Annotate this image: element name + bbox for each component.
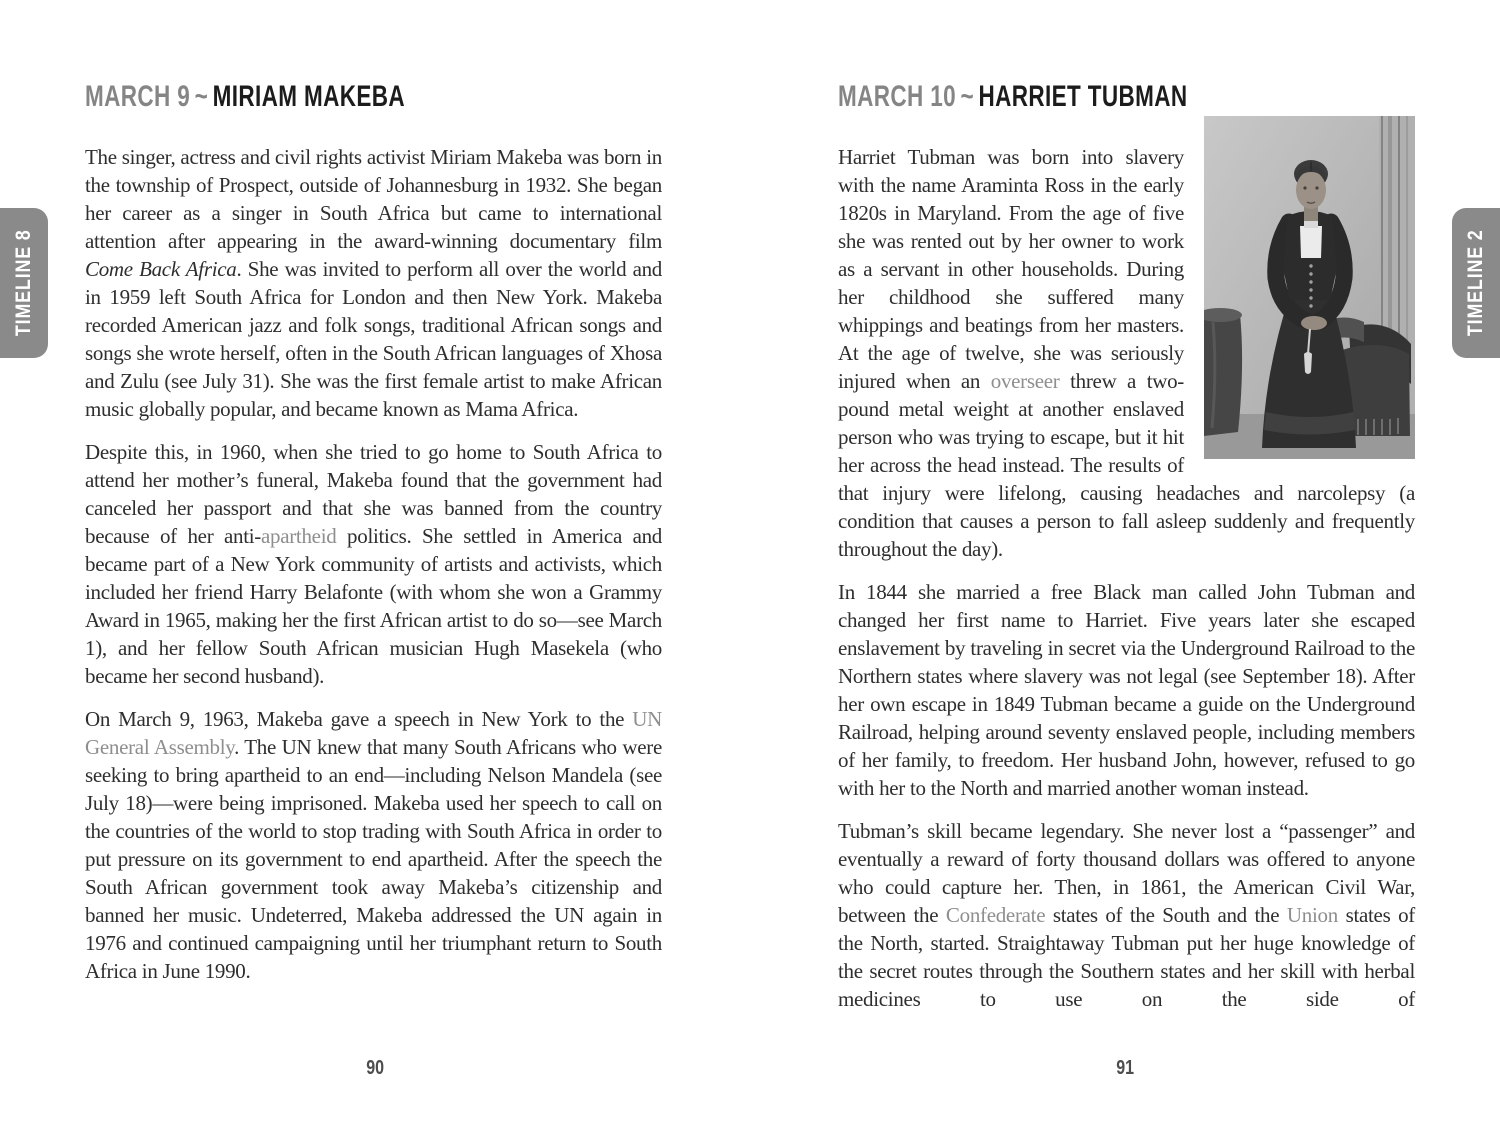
right-paragraph-1: Harriet Tubman was born into slavery with the name Araminta Ross in the early 1820s in Maryland. From the age of five she was rented out by her owner to work as a servant in other households. During her childhood she suffered many whippings and beatings from her masters. At the age of twelve, she was seriously injured when an overseer threw a two-pound metal weight at another enslaved person who was trying to escape, but it hit her across the head instead. The results of that injury were lifelong, causing headaches and narcolepsy (a condition that causes a person to fall asleep suddenly and frequently throughout the day). [838, 145, 1415, 561]
left-entry-separator: ~ [194, 80, 209, 113]
harriet-tubman-portrait-illustration [1204, 116, 1415, 459]
right-page-column [838, 82, 1415, 1028]
left-paragraph-1: The singer, actress and civil rights activist Miriam Makeba was born in the township of Prospect, outside of Johannesburg in 1932. She began her career as a singer in South Africa but came to international attention after appearing in the award-winning documentary film Come Back Africa. She was invited to perform all over the world and in 1959 left South Africa for London and then New York. Makeba recorded American jazz and folk songs, traditional African songs and songs she wrote herself, often in the South African languages of Xhosa and Zulu (see July 31). She was the first female artist to make African music globally popular, and became known as Mama Africa. [85, 145, 662, 421]
right-entry-name: HARRIET TUBMAN [978, 80, 1188, 113]
right-paragraph-3: Tubman’s skill became legendary. She never lost a “passenger” and eventually a reward of forty thousand dollars was offered to anyone who could capture her. Then, in 1861, the American Civil War, between the Confederate states of the South and the Union states of the North, started. Straightaway Tubman put her huge knowledge of the secret routes through the Southern states and her skill with herbal medicines to use on the side of [838, 819, 1415, 1011]
left-page-title [85, 82, 662, 112]
right-page-number: 91 [1116, 1057, 1134, 1079]
left-page-number: 90 [366, 1057, 384, 1079]
timeline-tab-left [0, 208, 48, 358]
left-page-column [85, 82, 662, 1000]
right-entry-date: MARCH 10 [838, 80, 957, 113]
right-paragraph-2: In 1844 she married a free Black man called John Tubman and changed her first name to Harriet. Five years later she escaped enslavement by traveling in secret via the Underground Railroad to the Northern states where slavery was not legal (see September 18). After her own escape in 1849 Tubman became a guide on the Underground Railroad, helping around seventy enslaved people, including members of her family, to freedom. Her husband John, however, refused to go with her to the North and married another woman instead. [838, 580, 1415, 800]
right-entry-separator: ~ [960, 80, 975, 113]
left-paragraph-3: On March 9, 1963, Makeba gave a speech in New York to the UN General Assembly. The UN knew that many South Africans who were seeking to bring apartheid to an end—including Nelson Mandela (see July 18)—were being imprisoned. Makeba used her speech to call on the countries of the world to stop trading with South Africa in order to put pressure on its government to end apartheid. After the speech the South African government took away Makeba’s citizenship and banned her music. Undeterred, Makeba addressed the UN again in 1976 and continued campaigning until her triumphant return to South Africa in June 1990. [85, 707, 662, 983]
timeline-tab-left-label: TIMELINE 8 [12, 229, 35, 337]
right-page-title [838, 82, 1415, 112]
timeline-tab-right [1452, 208, 1500, 358]
left-paragraph-2: Despite this, in 1960, when she tried to go home to South Africa to attend her mother’s funeral, Makeba found that the government had canceled her passport and that she was banned from the country because of her anti-apartheid politics. She settled in America and became part of a New York community of artists and activists, which included her friend Harry Belafonte (with whom she won a Grammy Award in 1965, making her the first African artist to do so—see March 1), and her fellow South African musician Hugh Masekela (who became her second husband). [85, 440, 663, 688]
left-entry-date: MARCH 9 [85, 80, 191, 113]
harriet-tubman-photo [1204, 116, 1415, 459]
left-entry-name: MIRIAM MAKEBA [212, 80, 406, 113]
timeline-tab-right-label: TIMELINE 2 [1464, 229, 1487, 337]
